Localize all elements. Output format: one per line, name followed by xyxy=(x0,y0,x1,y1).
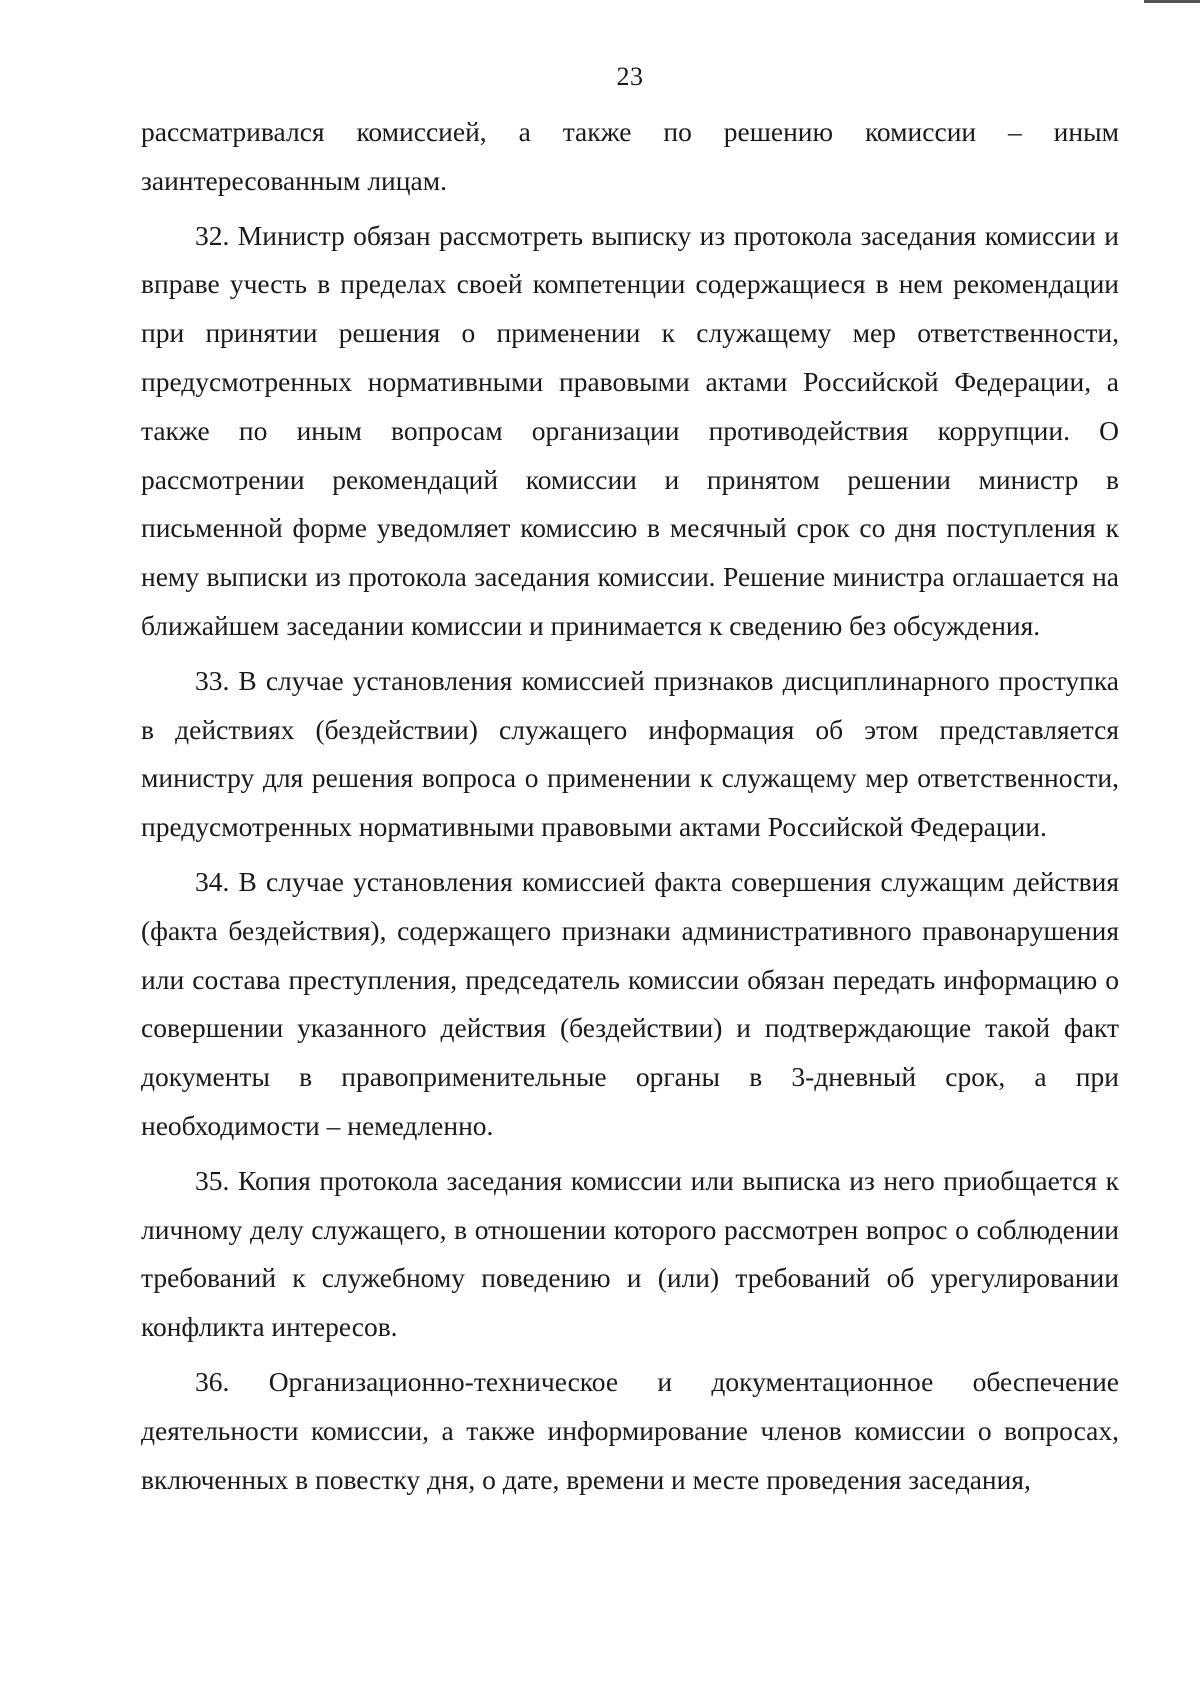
paragraph-item-36: 36. Организационно-техническое и документационное обеспечение деятельности комиссии, а также информирование членов комиссии о вопросах, включенных в повестку дня, о дате, времени и месте проведения заседания, xyxy=(141,1365,1119,1495)
paragraph-continuation: рассматривался комиссией, а также по решению комиссии – иным заинтересованным лицам. xyxy=(141,116,1119,196)
paragraph-item-33: 33. В случае установления комиссией признаков дисциплинарного проступка в действиях (бездействии) служащего информация об этом представляется министру для решения вопроса о применении к служащему мер ответственности, предусмотренных нормативными правовыми актами Российской Федерации. xyxy=(141,664,1119,843)
paragraph-item-32: 32. Министр обязан рассмотреть выписку из протокола заседания комиссии и вправе учесть в пределах своей компетенции содержащиеся в нем рекомендации при принятии решения о применении к служащему мер ответственности, предусмотренных нормативными правовыми актами Российской Федерации, а также по иным вопросам организации противодействия коррупции. О рассмотрении рекомендаций комиссии и принятом решении министр в письменной форме уведомляет комиссию в месячный срок со дня поступления к нему выписки из протокола заседания комиссии. Решение министра оглашается на ближайшем заседании комиссии и принимается к сведению без обсуждения. xyxy=(141,219,1119,641)
paragraph-item-35: 35. Копия протокола заседания комиссии или выписка из него приобщается к личному делу служащего, в отношении которого рассмотрен вопрос о соблюдении требований к служебному поведению и (или) требований об урегулировании конфликта интересов. xyxy=(141,1164,1119,1343)
page-number: 23 xyxy=(616,62,644,91)
document-body xyxy=(141,108,1119,1504)
paragraph-item-34: 34. В случае установления комиссией факта совершения служащим действия (факта бездействия), содержащего признаки административного правонарушения или состава преступления, председатель комиссии обязан передать информацию о совершении указанного действия (бездействии) и подтверждающие такой факт документы в правоприменительные органы в 3-дневный срок, а при необходимости – немедленно. xyxy=(141,865,1119,1141)
scan-edge-mark xyxy=(1144,0,1200,3)
